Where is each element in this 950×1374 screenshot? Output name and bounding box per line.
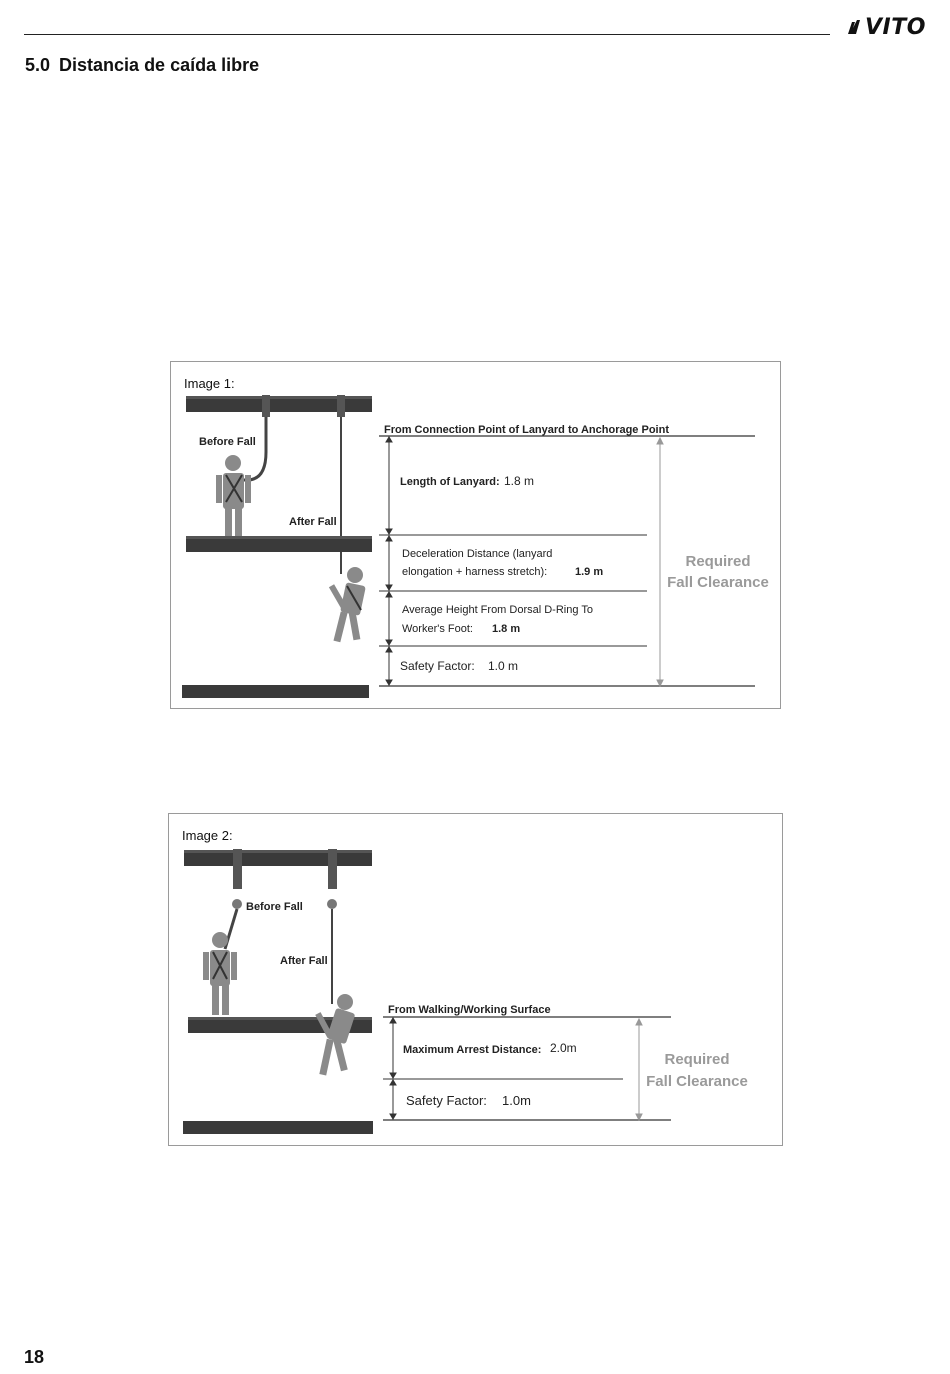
- anchor-strap-after: [337, 395, 345, 417]
- required-clearance-arrow: [657, 438, 663, 686]
- ground-block: [182, 685, 369, 698]
- worker-after-fall: [315, 994, 355, 1075]
- anchor-strap-before: [233, 849, 242, 889]
- anchor-strap-after: [328, 849, 337, 889]
- anchor-beam-flange: [184, 850, 372, 853]
- required-clearance-line1: Required: [685, 553, 751, 570]
- arrest-distance-value: 2.0m: [550, 1041, 577, 1055]
- reference-line-label: From Walking/Working Surface: [388, 1004, 551, 1016]
- after-fall-label: After Fall: [289, 516, 337, 528]
- worker-before-fall: [216, 455, 251, 536]
- srl-connector-after: [327, 899, 337, 909]
- section-number: 5.0: [25, 55, 51, 75]
- after-fall-label: After Fall: [280, 955, 328, 967]
- safety-factor-label: Safety Factor:: [400, 659, 475, 673]
- brand-name: VITO: [865, 14, 926, 40]
- required-clearance-line2: Fall Clearance: [646, 1073, 748, 1090]
- ground-block: [183, 1121, 373, 1134]
- header-rule: [24, 34, 830, 35]
- section-title: Distancia de caída libre: [59, 55, 260, 75]
- working-surface-flange: [186, 536, 372, 539]
- srl-connector-before: [232, 899, 242, 909]
- before-fall-label: Before Fall: [199, 436, 256, 448]
- lanyard-before: [233, 417, 266, 480]
- arrest-distance-label: Maximum Arrest Distance:: [403, 1044, 542, 1056]
- figure-image-1: [170, 361, 781, 709]
- figure-1-caption: Image 1:: [184, 376, 235, 391]
- anchor-beam: [184, 852, 372, 866]
- required-clearance-arrow: [636, 1019, 642, 1120]
- figure-2-caption: Image 2:: [182, 828, 233, 843]
- lanyard-length-value: 1.8 m: [504, 474, 535, 488]
- required-clearance-line1: Required: [664, 1051, 730, 1068]
- deceleration-label-line2: elongation + harness stretch):: [402, 566, 548, 578]
- lanyard-length-label: Length of Lanyard:: [400, 476, 500, 488]
- required-clearance-line2: Fall Clearance: [667, 574, 769, 591]
- measurement-arrows: [390, 1018, 396, 1119]
- brand-logo: [846, 14, 926, 40]
- dring-height-value: 1.8 m: [492, 623, 521, 635]
- safety-factor-value: 1.0 m: [488, 659, 519, 673]
- before-fall-label: Before Fall: [246, 901, 303, 913]
- dring-height-label-line2: Worker's Foot:: [402, 623, 473, 635]
- worker-after-fall: [329, 567, 366, 642]
- figure-2-diagram: [169, 814, 782, 1145]
- page-number: 18: [24, 1347, 45, 1367]
- anchor-strap-before: [262, 395, 270, 417]
- reference-line-label: From Connection Point of Lanyard to Anchorage Point: [384, 424, 669, 436]
- figure-image-2: [168, 813, 783, 1146]
- measurement-arrows: [386, 437, 392, 685]
- section-heading: [25, 55, 259, 76]
- worker-before-fall: [203, 932, 237, 1015]
- dring-height-label-line1: Average Height From Dorsal D-Ring To: [402, 604, 593, 616]
- brand-mark-icon: [846, 18, 864, 36]
- figure-1-diagram: [171, 362, 780, 708]
- deceleration-value: 1.9 m: [575, 566, 604, 578]
- deceleration-label-line1: Deceleration Distance (lanyard: [402, 548, 553, 560]
- safety-factor-value: 1.0m: [502, 1093, 531, 1108]
- safety-factor-label: Safety Factor:: [406, 1093, 487, 1108]
- working-surface-beam: [186, 538, 372, 552]
